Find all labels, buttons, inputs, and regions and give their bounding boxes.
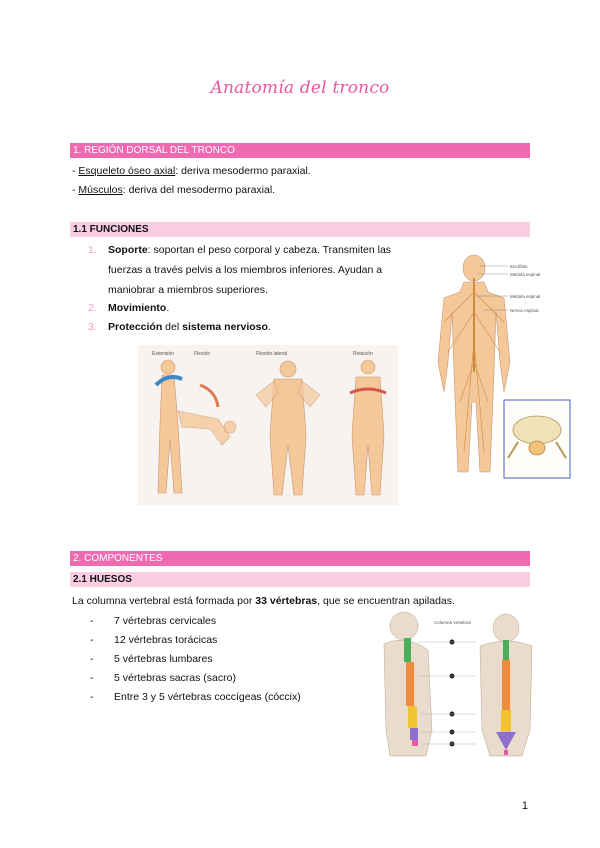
spine-movements-figure bbox=[138, 345, 398, 505]
spine-figure bbox=[376, 610, 536, 760]
list-item: - 7 vértebras cervicales bbox=[90, 615, 217, 627]
line-musculos: - Músculos: deriva del mesodermo paraxial. bbox=[72, 184, 276, 196]
label-encefalo: Encéfalo bbox=[510, 264, 528, 269]
nervous-system-figure bbox=[424, 252, 574, 482]
section-heading-dorsal: 1. REGIÓN DORSAL DEL TRONCO bbox=[70, 143, 530, 158]
subsection-heading-huesos: 2.1 HUESOS bbox=[70, 572, 530, 587]
list-item-soporte: 1. Soporte: soportan el peso corporal y cabeza. Transmiten las fuerzas a través pelvis a los miembros inferiores. Ayudan a maniobrar a miembros superiores. bbox=[88, 244, 392, 296]
label-medula-1: Médula espinal bbox=[510, 272, 541, 277]
list-item-movimiento: 2. Movimiento. bbox=[88, 302, 170, 314]
list-item: - 5 vértebras lumbares bbox=[90, 653, 213, 665]
line-esqueleto: - Esqueleto óseo axial: deriva mesodermo paraxial. bbox=[72, 165, 311, 177]
page-title: Anatomía del tronco bbox=[210, 78, 390, 98]
huesos-intro: La columna vertebral está formada por 33 vértebras, que se encuentran apiladas. bbox=[72, 595, 455, 607]
section-heading-componentes: 2. COMPONENTES bbox=[70, 551, 530, 566]
page-number: 1 bbox=[521, 800, 528, 812]
list-item: - 5 vértebras sacras (sacro) bbox=[90, 672, 236, 684]
label-extension: Extensión bbox=[152, 351, 174, 357]
list-item: - 12 vértebras torácicas bbox=[90, 634, 218, 646]
label-medula-2: Médula espinal bbox=[510, 294, 541, 299]
label-nervio: Nervio espinal bbox=[510, 308, 539, 313]
subsection-heading-funciones: 1.1 FUNCIONES bbox=[70, 222, 530, 237]
label-columna: Columna vertebral bbox=[434, 620, 471, 625]
label-rotacion: Rotación bbox=[353, 351, 373, 357]
list-item-proteccion: 3. Protección del sistema nervioso. bbox=[88, 321, 271, 333]
label-flexion-lateral: Flexión lateral bbox=[256, 351, 288, 357]
label-flexion: Flexión bbox=[194, 351, 211, 357]
list-item: - Entre 3 y 5 vértebras coccígeas (cóccix) bbox=[90, 691, 301, 703]
